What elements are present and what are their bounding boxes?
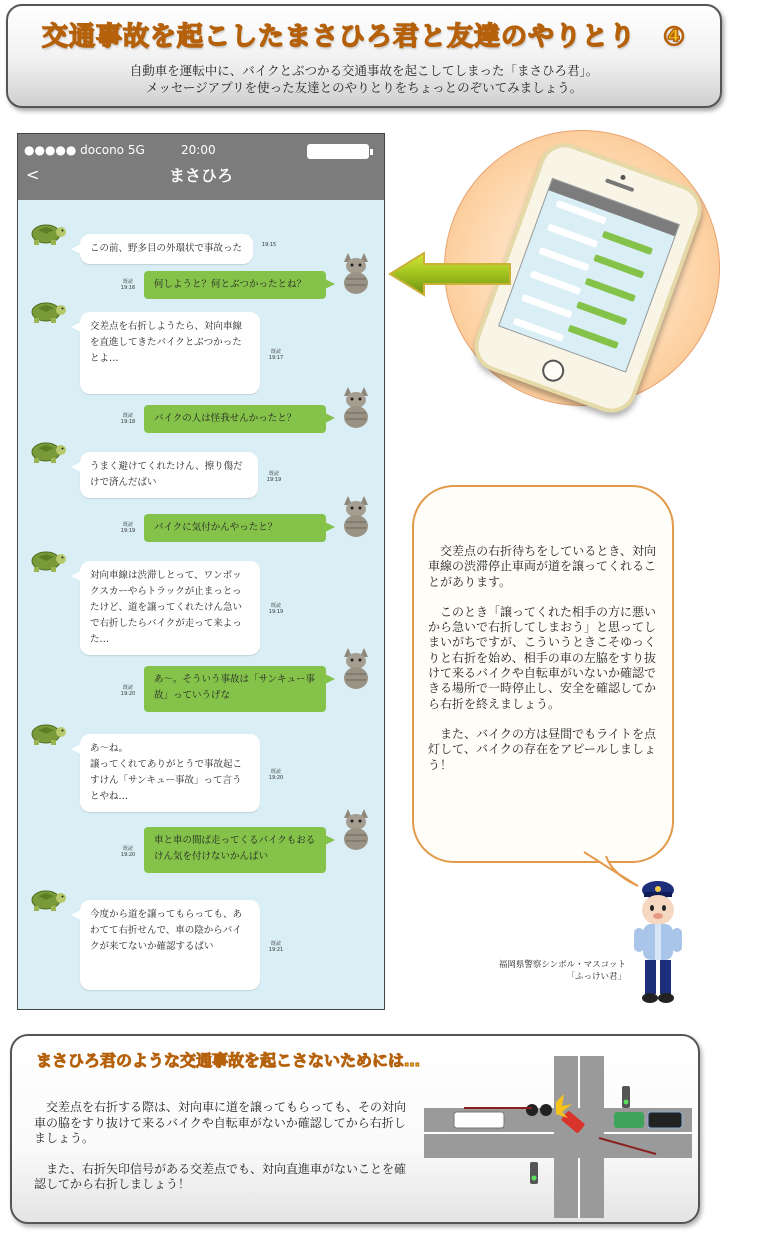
motorcycle-icon (540, 1104, 552, 1116)
mascot-caption (466, 959, 626, 983)
mini-message-bubble (576, 301, 627, 325)
message-meta (120, 685, 136, 697)
message-meta (120, 522, 136, 534)
message-meta (120, 846, 136, 858)
read-receipt: 既読 (122, 413, 133, 419)
message-meta (261, 242, 277, 248)
mini-message-bubble (521, 294, 572, 318)
friend-message-bubble[interactable]: この前、野多目の外環状で事故った (80, 234, 253, 264)
header-banner (6, 4, 722, 108)
car-icon (454, 1112, 504, 1128)
message-meta (268, 941, 284, 953)
carrier-label: ●●●●● docono 5G (24, 143, 145, 157)
friend-message-bubble[interactable]: 交差点を右折しようたら、対向車線を直進してきたバイクとぶつかったとよ… (80, 312, 260, 394)
car-icon (614, 1112, 644, 1128)
read-receipt: 既読 (270, 603, 281, 609)
explanation-paragraph-2: このとき「譲ってくれた相手の方に悪いから急いで右折してしまおう」と思ってしまいがちですが、こういうときこそゆっくりと右折を始め、相手の車の左脇をすり抜けて来るバイクや自転車がいないか確認できる場所で一時停止し、安全を確認してから右折を終えましょう。 (428, 604, 657, 711)
explanation-paragraph-1: 交差点の右折待ちをしているとき、対向車線の渋滞停止車両が道を譲ってくれることがあります。 (428, 544, 657, 589)
message-meta (268, 603, 284, 615)
message-time: 19:20 (268, 775, 284, 781)
car-icon (648, 1112, 682, 1128)
read-receipt: 既読 (122, 685, 133, 691)
mini-message-bubble (568, 324, 619, 348)
page-title: 交通事故を起こしたまさひろ君と友達のやりとり ④ (42, 22, 687, 52)
friend-message-bubble[interactable]: うまく避けてくれたけん、擦り傷だけで済んだばい (80, 452, 258, 498)
message-time: 19:19 (120, 528, 136, 534)
tips-box (10, 1034, 700, 1224)
mini-chat-screen (498, 178, 680, 373)
mini-message-bubble (538, 247, 589, 271)
green-light-icon (532, 1176, 537, 1181)
tips-paragraph-2: また、右折矢印信号がある交差点でも、対向直進車がないことを確認してから右折しましょう！ (34, 1161, 407, 1191)
traffic-light-icon (622, 1086, 630, 1108)
mini-message-bubble (513, 317, 564, 341)
battery-icon (307, 144, 369, 159)
message-time: 19:19 (268, 609, 284, 615)
intersection-diagram (424, 1056, 692, 1218)
tips-title: まさひろ君のような交通事故を起こさないためには… (36, 1051, 421, 1070)
police-mascot-icon (628, 876, 688, 1008)
message-time: 19:15 (261, 242, 277, 248)
turtle-avatar-icon (24, 298, 68, 328)
chat-message-list[interactable] (18, 200, 384, 1010)
mini-message-bubble (585, 277, 636, 301)
read-receipt: 既読 (122, 279, 133, 285)
friend-message-bubble[interactable]: 対向車線は渋滞しとって、ワンボックスカーやらトラックが止まっとったけど、道を譲ってくれたけん急いで右折したらバイクが走って来よった… (80, 561, 260, 655)
own-message-bubble[interactable]: 車と車の間ば走ってくるバイクもおるけん気を付けないかんばい (144, 827, 326, 873)
cat-avatar-icon (336, 805, 376, 855)
message-time: 19:21 (268, 947, 284, 953)
read-receipt: 既読 (122, 846, 133, 852)
message-meta (268, 349, 284, 361)
chat-title: まさひろ (168, 166, 233, 185)
read-receipt: 既読 (270, 769, 281, 775)
message-time: 19:20 (120, 852, 136, 858)
tips-paragraph-1: 交差点を右折する際は、対向車に道を譲ってもらっても、その対向車の脇をすり抜けて来るバイクや自転車がないか確認してから右折しましょう。 (34, 1100, 407, 1145)
mini-message-bubble (602, 230, 653, 254)
explanation-paragraph-3: また、バイクの方は昼間でもライトを点灯して、バイクの存在をアピールしましょう！ (428, 726, 656, 772)
mascot-caption-line-1: 福岡県警察シンボル・マスコット (498, 960, 626, 970)
camera-icon (620, 174, 626, 180)
cat-avatar-icon (336, 492, 376, 542)
motorcycle-icon (526, 1104, 538, 1116)
message-time: 19:20 (120, 691, 136, 697)
clock-label: 20:00 (181, 143, 216, 157)
home-button-icon (539, 357, 567, 385)
own-message-bubble[interactable]: バイクに気付かんやったと？ (144, 514, 326, 542)
message-time: 19:17 (268, 355, 284, 361)
mascot-caption-line-2: 「ふっけい君」 (566, 972, 626, 982)
chat-screen (17, 133, 385, 1010)
cat-avatar-icon (336, 383, 376, 433)
traffic-light-icon (530, 1162, 538, 1184)
message-time: 19:19 (266, 477, 282, 483)
own-message-bubble[interactable]: バイクの人は怪我せんかったと？ (144, 405, 326, 433)
message-time: 19:16 (120, 285, 136, 291)
own-message-bubble[interactable]: 何しようと？何とぶつかったとね？ (144, 271, 326, 299)
turtle-avatar-icon (24, 547, 68, 577)
read-receipt: 既読 (268, 471, 279, 477)
cat-avatar-icon (336, 644, 376, 694)
mini-message-bubble (593, 254, 644, 278)
subtitle-line-2: メッセージアプリを使った友達とのやりとりをちょっとのぞいてみましょう。 (145, 80, 583, 95)
turtle-avatar-icon (24, 886, 68, 916)
mini-message-bubble (530, 270, 581, 294)
message-meta (120, 279, 136, 291)
turtle-avatar-icon (24, 220, 68, 250)
turtle-avatar-icon (24, 438, 68, 468)
friend-message-bubble[interactable]: 今度から道を譲ってもらっても、あわてて右折せんで、車の陰からバイクが来てないか確認するばい (80, 900, 260, 990)
cat-avatar-icon (336, 249, 376, 299)
page-subtitle (8, 62, 720, 96)
message-meta (266, 471, 282, 483)
message-meta (120, 413, 136, 425)
own-message-bubble[interactable]: あ～。そういう事故は「サンキュー事故」っていうげな (144, 666, 326, 712)
friend-message-bubble[interactable]: あ～ね。 譲ってくれてありがとうで事故起こすけん「サンキュー事故」って言うとやね… (80, 734, 260, 812)
read-receipt: 既読 (270, 941, 281, 947)
tips-text (34, 1100, 410, 1208)
left-arrow-icon (386, 250, 514, 298)
message-time: 19:18 (120, 419, 136, 425)
read-receipt: 既読 (122, 522, 133, 528)
speaker-icon (605, 178, 635, 192)
turtle-avatar-icon (24, 720, 68, 750)
message-meta (268, 769, 284, 781)
explanation-text (428, 544, 656, 788)
read-receipt: 既読 (270, 349, 281, 355)
status-bar (18, 134, 384, 200)
subtitle-line-1: 自動車を運転中に、バイクとぶつかる交通事故を起こしてしまった「まさひろ君」。 (129, 63, 599, 78)
green-light-icon (624, 1100, 629, 1105)
back-button[interactable]: < (26, 165, 40, 184)
mini-message-bubble (547, 223, 598, 247)
